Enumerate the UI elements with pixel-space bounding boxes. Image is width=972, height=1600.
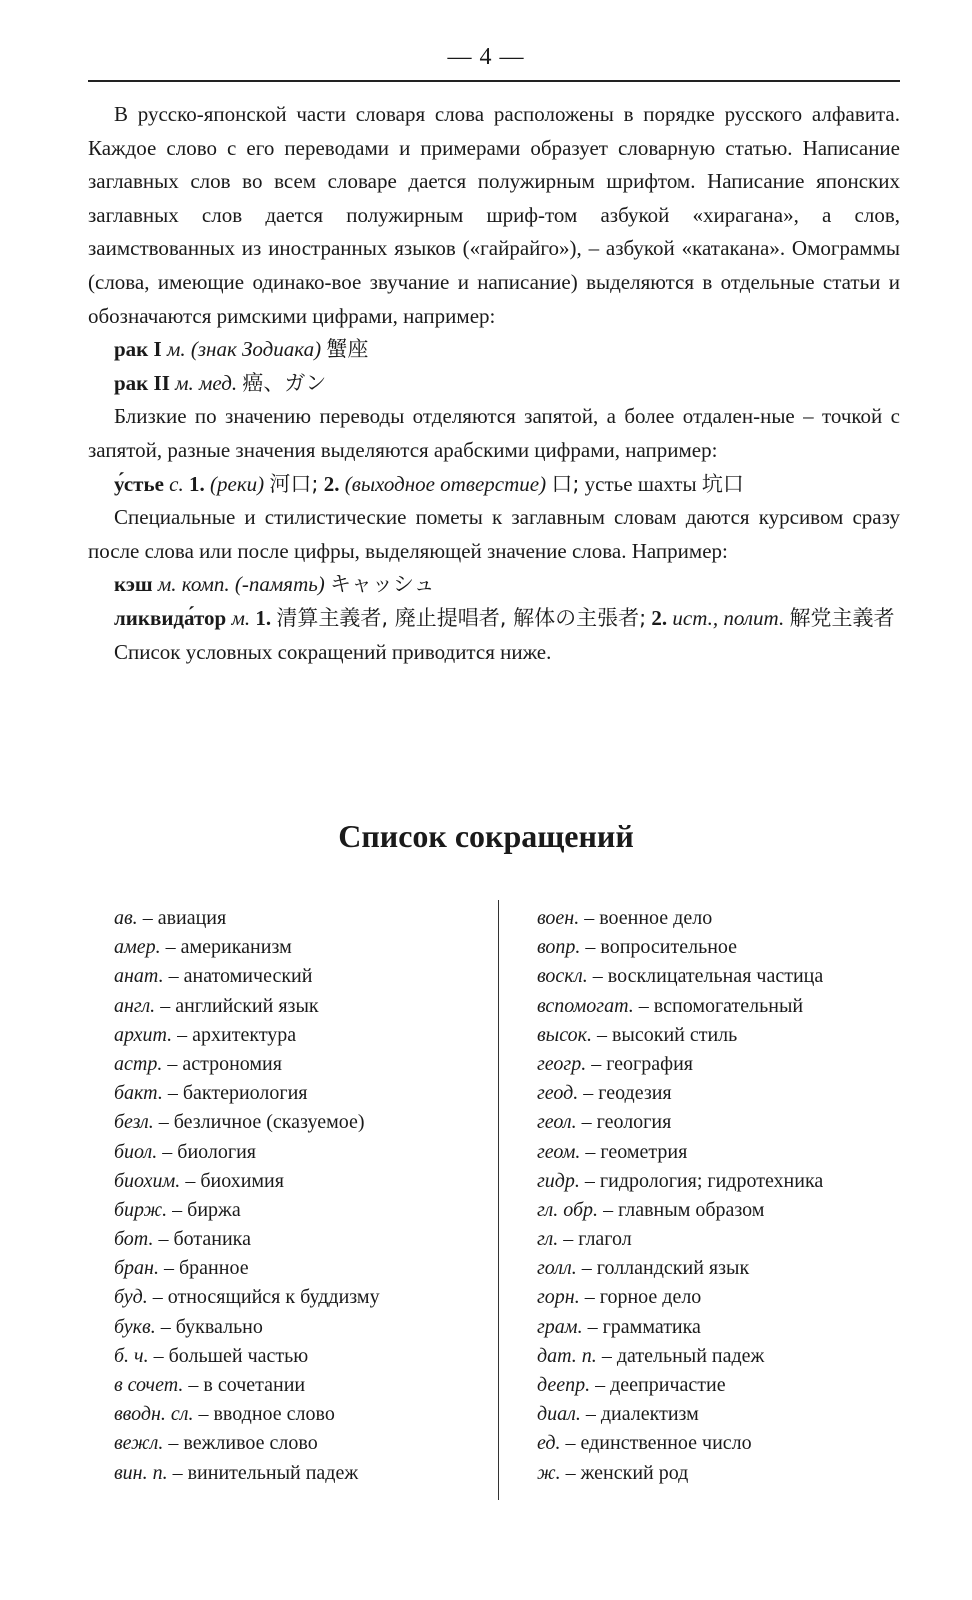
abbreviation-meaning: – в сочетании xyxy=(188,1374,306,1396)
abbreviation-entry xyxy=(537,1196,823,1225)
abbreviation-meaning: – вводное слово xyxy=(198,1403,335,1426)
headword: кэш xyxy=(114,572,153,597)
abbreviation-entry xyxy=(114,1138,380,1167)
abbreviation: бот. xyxy=(114,1228,154,1251)
abbreviation-meaning: – вопросительное xyxy=(585,936,738,959)
abbreviation-entry xyxy=(114,1371,380,1400)
abbreviation-meaning: – вспомогательный xyxy=(638,994,804,1017)
abbreviation: астр. xyxy=(114,1052,163,1075)
abbreviation: ед. xyxy=(537,1432,561,1455)
abbreviation-entry xyxy=(114,1079,380,1108)
abbreviation: б. ч. xyxy=(114,1344,149,1367)
abbreviation-meaning: – геология xyxy=(581,1111,672,1134)
abbreviation: деепр. xyxy=(537,1374,591,1396)
sense-number: 2. xyxy=(651,605,668,630)
abbreviation: вин. п. xyxy=(114,1461,168,1484)
intro-paragraph-1: В русско-японской части словаря слова расположены в порядке русского алфавита. Каждое слово с его переводами и примерами образует словарную статью. Написание заглавных слов во всем словаре дается полужирным шрифтом. Написание японских заглавных слов дается полужирным шриф-том азбукой «хирагана», а слов, заимствованных из иностранных языков («гайрайго»), – азбукой «катакана». Омограммы (слова, имеющие одинако-вое звучание и написание) выделяются в отдельные статьи и обозначаются римскими цифрами, например: xyxy=(88,102,900,328)
abbreviation-meaning: – ботаника xyxy=(158,1228,251,1251)
grammar-label: м. xyxy=(166,337,186,362)
japanese-translation: 口; xyxy=(551,471,580,496)
example-rak-2 xyxy=(88,367,900,401)
abbreviation: воскл. xyxy=(537,965,588,988)
abbreviation: воен. xyxy=(537,907,580,929)
abbreviation: биол. xyxy=(114,1140,158,1163)
abbreviation-meaning: – биржа xyxy=(172,1198,241,1221)
abbreviation-meaning: – бактериология xyxy=(167,1082,308,1105)
phrase: устье шахты xyxy=(584,471,697,496)
japanese-translation: 河口; xyxy=(269,471,319,496)
abbreviations-right-column xyxy=(537,904,823,1488)
example-uste xyxy=(88,468,900,502)
abbreviation-meaning: – безличное (сказуемое) xyxy=(158,1111,365,1134)
abbreviation-entry xyxy=(114,1108,380,1137)
abbreviation: архит. xyxy=(114,1023,173,1046)
abbreviation: гл. xyxy=(537,1228,559,1251)
abbreviation-meaning: – анатомический xyxy=(168,965,313,988)
abbreviation: вопр. xyxy=(537,936,581,959)
example-kesh xyxy=(88,568,900,602)
abbreviation-entry xyxy=(114,1313,380,1342)
abbreviation: англ. xyxy=(114,994,156,1017)
abbreviation-meaning: – восклицательная частица xyxy=(592,965,824,988)
abbreviation-meaning: – биология xyxy=(162,1140,256,1163)
japanese-translation: 解党主義者 xyxy=(789,605,895,630)
abbreviation-meaning: – геодезия xyxy=(583,1082,672,1105)
abbreviation-entry xyxy=(537,1429,823,1458)
japanese-translation: キャッシュ xyxy=(330,572,435,597)
headword: у́стье xyxy=(114,471,164,496)
abbreviation-meaning: – высокий стиль xyxy=(596,1023,738,1046)
abbreviation: геом. xyxy=(537,1140,581,1163)
abbreviation-entry xyxy=(537,1138,823,1167)
abbreviation-entry xyxy=(537,1459,823,1488)
abbreviation-meaning: – женский род xyxy=(565,1461,689,1484)
abbreviation-entry xyxy=(114,992,380,1021)
abbreviation-entry xyxy=(114,1283,380,1312)
abbreviation: биохим. xyxy=(114,1169,181,1192)
abbreviation-entry xyxy=(114,1342,380,1371)
abbreviation-meaning: – горное дело xyxy=(584,1286,702,1309)
abbreviation-entry xyxy=(537,992,823,1021)
abbreviation-entry xyxy=(114,962,380,991)
abbreviation-meaning: – бранное xyxy=(163,1257,249,1280)
abbreviation: вспомогат. xyxy=(537,994,634,1017)
abbreviation: букв. xyxy=(114,1315,156,1338)
abbreviation-entry xyxy=(114,1400,380,1429)
abbreviation-meaning: – дательный падеж xyxy=(601,1344,765,1367)
abbreviation-entry xyxy=(114,1050,380,1079)
abbreviation: геол. xyxy=(537,1111,577,1134)
abbreviation: бран. xyxy=(114,1257,159,1280)
abbreviation-entry xyxy=(114,1429,380,1458)
abbreviation-entry xyxy=(114,1196,380,1225)
usage-note: (реки) xyxy=(210,471,265,496)
abbreviations-title: Список сокращений xyxy=(338,818,634,854)
abbreviation-entry xyxy=(537,1371,823,1400)
abbreviation-entry xyxy=(114,933,380,962)
abbreviation: бакт. xyxy=(114,1082,163,1105)
abbreviation-entry xyxy=(537,1167,823,1196)
abbreviation-meaning: – авиация xyxy=(142,907,227,929)
abbreviation-entry xyxy=(537,904,823,933)
abbreviation: высок. xyxy=(537,1023,592,1046)
abbreviation: бирж. xyxy=(114,1198,168,1221)
abbreviation: геогр. xyxy=(537,1052,587,1075)
usage-note: (выходное отверстие) xyxy=(344,471,547,496)
japanese-translation: 坑口 xyxy=(701,471,744,496)
headword: рак I xyxy=(114,337,162,362)
abbreviation: дат. п. xyxy=(537,1344,597,1367)
grammar-label: м. комп. xyxy=(157,572,230,597)
abbreviation-meaning: – военное дело xyxy=(584,907,713,929)
abbreviation-entry xyxy=(537,1079,823,1108)
abbreviation-meaning: – гидрология; гидротехника xyxy=(584,1169,824,1192)
abbreviation-meaning: – грамматика xyxy=(587,1315,701,1338)
abbreviation: ж. xyxy=(537,1461,561,1484)
example-rak-1 xyxy=(88,333,900,367)
abbreviation: грам. xyxy=(537,1315,583,1338)
abbreviation-entry xyxy=(537,1108,823,1137)
abbreviation-entry xyxy=(114,1021,380,1050)
abbreviation: анат. xyxy=(114,965,164,988)
intro-section xyxy=(88,98,900,669)
japanese-translation: 清算主義者, 廃止提唱者, 解体の主張者; xyxy=(276,605,647,630)
abbreviation-entry xyxy=(537,933,823,962)
intro-paragraph-3: Специальные и стилистические пометы к заглавным словам даются курсивом сразу после слова или после цифры, выделяющей значение слова. Например: xyxy=(88,505,900,563)
grammar-label: с. xyxy=(169,471,184,496)
abbreviation-meaning: – винительный падеж xyxy=(172,1461,359,1484)
abbreviation: геод. xyxy=(537,1082,579,1105)
abbreviation-meaning: – деепричастие xyxy=(595,1374,726,1396)
usage-note: (знак Зодиака) xyxy=(190,337,322,362)
header-rule xyxy=(88,80,900,82)
abbreviation: вводн. сл. xyxy=(114,1403,194,1426)
headword: ликвида́тор xyxy=(114,605,227,630)
abbreviation-meaning: – буквально xyxy=(160,1315,263,1338)
abbreviation: гл. обр. xyxy=(537,1198,599,1221)
abbreviation-entry xyxy=(114,1167,380,1196)
grammar-label: ист., полит. xyxy=(672,605,785,630)
grammar-label: м. xyxy=(231,605,251,630)
abbreviation-meaning: – глагол xyxy=(563,1228,632,1251)
abbreviation-meaning: – архитектура xyxy=(177,1023,297,1046)
sense-number: 2. xyxy=(323,471,340,496)
abbreviation-entry xyxy=(537,1225,823,1254)
abbreviation: голл. xyxy=(537,1257,577,1280)
japanese-translation: 蟹座 xyxy=(326,337,369,362)
abbreviation: буд. xyxy=(114,1286,148,1309)
abbreviation-entry xyxy=(114,1225,380,1254)
abbreviation-meaning: – относящийся к буддизму xyxy=(152,1286,380,1309)
abbreviation: безл. xyxy=(114,1111,154,1134)
abbreviation-entry xyxy=(537,1400,823,1429)
abbreviation: гидр. xyxy=(537,1169,580,1192)
sense-number: 1. xyxy=(189,471,205,496)
example-likvidator xyxy=(88,602,900,636)
abbreviation-meaning: – диалектизм xyxy=(585,1403,699,1426)
abbreviation: диал. xyxy=(537,1403,581,1426)
abbreviation-entry xyxy=(114,1254,380,1283)
abbreviations-left-column xyxy=(114,904,380,1488)
grammar-label: м. мед. xyxy=(175,370,238,395)
abbreviation-meaning: – геометрия xyxy=(585,1140,688,1163)
abbreviation-entry xyxy=(537,1313,823,1342)
abbreviation-entry xyxy=(537,962,823,991)
abbreviation-meaning: – биохимия xyxy=(185,1169,284,1192)
abbreviation-meaning: – большей частью xyxy=(153,1344,309,1367)
abbreviation: в сочет. xyxy=(114,1374,184,1396)
abbreviation-meaning: – география xyxy=(591,1052,693,1075)
usage-note: (-память) xyxy=(234,572,325,597)
abbreviation-meaning: – голландский язык xyxy=(581,1257,750,1280)
abbreviation-entry xyxy=(537,1254,823,1283)
abbreviation-meaning: – американизм xyxy=(165,936,292,959)
abbreviation-meaning: – вежливое слово xyxy=(168,1432,318,1455)
abbreviation-entry xyxy=(114,1459,380,1488)
abbreviation: амер. xyxy=(114,936,161,959)
abbreviation-meaning: – астрономия xyxy=(167,1052,282,1075)
abbreviation-meaning: – главным образом xyxy=(603,1198,765,1221)
page-number: — 4 — xyxy=(447,44,525,70)
headword: рак II xyxy=(114,370,170,395)
abbreviation-entry xyxy=(537,1342,823,1371)
abbreviation-entry xyxy=(537,1283,823,1312)
abbreviation-entry xyxy=(537,1021,823,1050)
sense-number: 1. xyxy=(255,605,272,630)
abbreviation-entry xyxy=(114,904,380,933)
abbreviation: вежл. xyxy=(114,1432,164,1455)
abbreviation-meaning: – единственное число xyxy=(565,1432,752,1455)
abbreviation: горн. xyxy=(537,1286,580,1309)
abbreviation-meaning: – английский язык xyxy=(160,994,319,1017)
abbreviation: ав. xyxy=(114,907,138,929)
column-divider xyxy=(498,900,499,1500)
japanese-translation: 癌、ガン xyxy=(242,370,327,395)
intro-paragraph-2: Близкие по значению переводы отделяются запятой, а более отдален-ные – точкой с запятой, разные значения выделяются арабскими цифрами, например: xyxy=(88,404,900,462)
abbreviation-entry xyxy=(537,1050,823,1079)
intro-paragraph-4: Список условных сокращений приводится ниже. xyxy=(114,639,552,664)
